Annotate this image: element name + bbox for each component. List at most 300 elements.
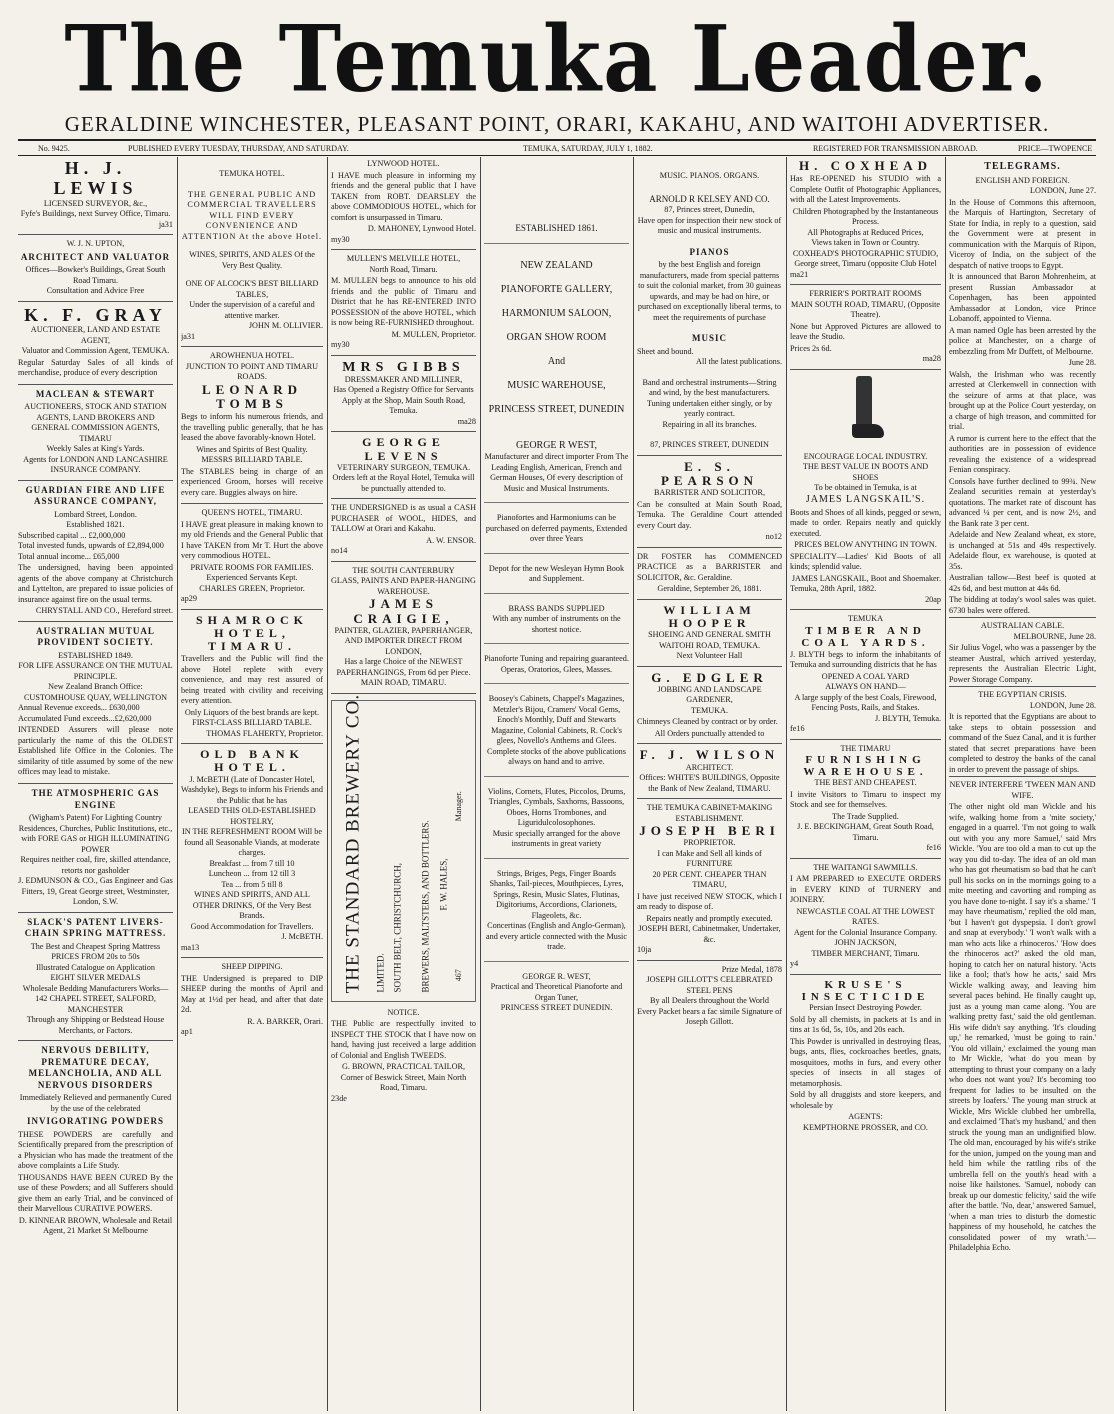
advert-text: THESE POWDERS are carefully and Scientifically prepared from the prescription of a Physician who has made the treatment of the above complaints a Life Study.: [18, 1129, 173, 1171]
advert-title: LYNWOOD HOTEL.: [367, 159, 440, 168]
advert-text: 142 CHAPEL STREET, SALFORD, MANCHESTER: [35, 994, 156, 1014]
advert-text: Through any Shipping or Bedstead House Merchants, or Factors.: [26, 1015, 165, 1035]
dateline-item: June 28.: [1068, 358, 1096, 368]
advert-title: GEORGE R WEST,: [515, 439, 597, 451]
advert-ref: my30: [331, 234, 350, 244]
advert-text: THE UNDERSIGNED is as usual a CASH PURCHASER of WOOL, HIDES, and TALLOW at Orari and Kakahu.: [331, 503, 476, 534]
advert-text: PRICES BELOW ANYTHING IN TOWN.: [794, 540, 937, 550]
advert-text: Tea ... from 5 till 8: [221, 879, 283, 889]
advert: [181, 508, 323, 610]
advert-text: Manufacturer and direct importer From The Leading English, American, French and German Houses, Of every description of Music and Musical Instruments.: [484, 452, 629, 493]
advert: [331, 1008, 476, 1109]
advert-heading: ARNOLD R KELSEY AND CO.: [649, 193, 770, 204]
advert-title: F. J. WILSON: [639, 747, 780, 763]
advert-text: Wholesale Bedding Manufacturers Works—: [22, 983, 169, 993]
subheading: ENGLISH AND FOREIGN.: [975, 175, 1070, 185]
advert-title: MUSIC. PIANOS. ORGANS.: [659, 171, 760, 180]
advert-title: MACLEAN & STEWART: [35, 388, 156, 399]
advert-text: JAMES LANGSKAIL, Boot and Shoemaker.: [791, 573, 941, 583]
advert-text: North Road, Timaru.: [369, 264, 438, 274]
advert-text: The Trade Supplied.: [832, 811, 899, 821]
advert-ref: 23de: [331, 1093, 347, 1103]
column-5: [637, 159, 782, 1411]
advert-title: FERRIER'S PORTRAIT ROOMS: [809, 289, 922, 299]
advert-text: Total annual income... £65,000: [18, 551, 120, 561]
advert-text: PRINCESS STREET, DUNEDIN: [488, 403, 625, 415]
advert-text: Pianoforte Tuning and repairing guaranteed. Operas, Oratorios, Glees, Masses.: [484, 654, 629, 684]
advert-title: NOTICE.: [387, 1007, 420, 1017]
advert-text: PAINTER, GLAZIER, PAPERHANGER, AND IMPORTER DIRECT FROM LONDON,: [334, 625, 473, 656]
advert: [637, 803, 782, 961]
advert-text: Subscribed capital ... £2,000,000: [18, 530, 126, 540]
advert-text: Illustrated Catalogue on Application: [36, 962, 155, 972]
advert: [18, 239, 173, 302]
advert-text: J. BLYTH, Temuka.: [875, 713, 941, 723]
advert-text: J. EDMUNSON & CO., Gas Engineer and Gas Fitters, 19, Great George street, Westminster, London, S.W.: [18, 876, 173, 907]
news-paragraph: A rumor is current here to the effect that the authorities are in possession of evidence revealing the existence of a widespread Fenian conspiracy.: [949, 433, 1096, 475]
advert-text: Requires neither coal, fire, skilled attendance, retorts nor gasholder: [20, 855, 171, 875]
advert: [790, 289, 941, 370]
advert-text: A. W. ENSOR.: [426, 535, 476, 545]
advert-text: R. A. BARKER, Orari.: [247, 1016, 323, 1026]
column-7-telegrams: [949, 159, 1096, 1411]
advert-text: TEMUKA: [847, 614, 884, 624]
advert-text: And: [547, 355, 566, 367]
advert-text: I HAVE much pleasure in informing my friends and the general public that I have TAKEN from ROBT. DEARSLEY the above COMMODIOUS HOTEL, which for comfort is unsurpassed in Timaru.: [331, 170, 476, 222]
advert-title: SHAMROCK HOTEL, TIMARU.: [196, 612, 308, 653]
brewery-advert: [331, 693, 476, 1002]
advert-text: This Powder is unrivalled in destroying fleas, bugs, ants, flies, cockroaches beetles, gnats, mosquitoes, moths in furs, and every other species of insects in all stages of metamorphosis.: [790, 1036, 941, 1088]
advert-title: TIMBER AND COAL YARDS.: [801, 624, 930, 649]
advert-text: G. BROWN, PRACTICAL TAILOR, Corner of Beswick Street, Main North Road, Timaru.: [340, 1062, 467, 1093]
dateline-item: LONDON, June 27.: [1030, 186, 1096, 196]
advert-text: PIANOFORTE GALLERY,: [500, 283, 613, 295]
advert-text: Offices—Bowker's Buildings, Great South Road Timaru.: [25, 265, 166, 285]
advert: [331, 159, 476, 250]
advert-text: AGENTS:: [848, 1112, 883, 1122]
advert-text: Band and orchestral instruments—String and wind, by the best manufacturers.: [642, 377, 777, 398]
advert-text: Consultation and Advice Free: [46, 286, 145, 296]
advert-heading: JAMES CRAIGIE,: [353, 596, 454, 626]
advert-text: FOR LIFE ASSURANCE ON THE MUTUAL PRINCIPLE.: [18, 661, 173, 681]
advert-text: Views taken in Town or Country.: [811, 238, 920, 248]
advert-text: Has RE-OPENED his STUDIO with a Complete Outfit of Photographic Appliances, with all the Latest Improvements.: [790, 174, 941, 205]
brewery-text: SOUTH BELT, CHRISTCHURCH,: [392, 863, 403, 993]
advert-text: Travellers and the Public will find the above Hotel replete with every convenience, and may rest assured of being treated with civility and receiving every attention.: [181, 654, 323, 706]
advert-text: Under the supervision of a careful and attentive marker.: [189, 300, 315, 320]
advert: [181, 614, 323, 745]
advert-text: Agent for the Colonial Insurance Company.: [793, 927, 938, 937]
advert-title: QUEEN'S HOTEL, TIMARU.: [201, 508, 303, 518]
issue-number: No. 9425.: [38, 144, 70, 153]
advert-title: AUSTRALIAN MUTUAL PROVIDENT SOCIETY.: [36, 625, 155, 648]
column-2: [181, 159, 323, 1411]
advert: [637, 171, 782, 456]
advert-ref: ap1: [181, 1027, 193, 1037]
advert-text: Can be consulted at Main South Road, Temuka. The Geraldine Court attended every Court day.: [637, 499, 782, 530]
advert: [484, 787, 629, 859]
advert-text: COXHEAD'S PHOTOGRAPHIC STUDIO,: [792, 248, 939, 258]
advert-text: Breakfast ... from 7 till 10: [209, 858, 295, 868]
advert-text: BARRISTER AND SOLICITOR,: [653, 488, 766, 498]
advert-text: THE GENERAL PUBLIC AND COMMERCIAL TRAVELLERS WILL FIND EVERY CONVENIENCE AND ATTENTION At the above Hotel.: [181, 189, 323, 241]
advert-ref: no12: [765, 532, 782, 542]
advert-text: Established 1821.: [66, 520, 125, 530]
column-1: [18, 159, 173, 1411]
news-paragraph: Walsh, the Irishman who was recently arrested at Clerkenwell in connection with the seizure of arms at that place, was brought up at the Police Court yesterday, on a charge of high treason, and committed for trial.: [949, 369, 1096, 432]
advert: [18, 485, 173, 622]
advert: [331, 503, 476, 562]
advert: [18, 1045, 173, 1241]
advert-title: BRASS BANDS SUPPLIED: [508, 603, 605, 613]
advert-text: 20 PER CENT. CHEAPER THAN TIMARU,: [652, 869, 767, 890]
advert-title: GEORGE LEVENS: [362, 435, 445, 463]
advert-heading: MUSIC: [691, 333, 727, 344]
advert: [637, 460, 782, 548]
advert-ref: ja31: [181, 331, 196, 341]
advert-title: THE TEMUKA CABINET-MAKING ESTABLISHMENT.: [646, 803, 773, 823]
advert-text: The undersigned, having been appointed agents of the above company at Christchurch and Lyttelton, are prepared to issue policies of insurance against fire on the usual terms.: [18, 563, 173, 604]
advert-text: MAIN ROAD, TIMARU.: [360, 678, 447, 688]
news-paragraph: Australian tallow—Best beef is quoted at 42s 6d, and best mutton at 44s 6d.: [949, 573, 1096, 593]
advert: [181, 351, 323, 504]
masthead-subtitle: GERALDINE WINCHESTER, PLEASANT POINT, ORARI, KAKAHU, AND WAITOHI ADVERTISER.: [64, 112, 1050, 136]
advert-text: I HAVE great pleasure in making known to my old Friends and the General Public that I have TAKEN from Mr T. Hurt the above very commodious HOTEL.: [181, 519, 323, 561]
advert-text: Concertinas (English and Anglo-German), and every article connected with the Music trade.: [486, 921, 627, 952]
advert: [18, 788, 173, 913]
advert-text: THOUSANDS HAVE BEEN CURED By the use of these Powders; and all Sufferers should give them an early Trial, and be convinced of their Marvellous CURATIVE POWERS.: [18, 1172, 173, 1214]
advert-text: Next Volunteer Hall: [676, 651, 743, 661]
advert-text: MAIN SOUTH ROAD, TIMARU, (Opposite Theatre).: [790, 299, 941, 320]
advert: [637, 604, 782, 667]
brewery-text: F. W. HALES,: [438, 858, 449, 911]
advert-text: Children Photographed by the Instantaneous Process.: [792, 206, 939, 227]
advert-text: Sold by all druggists and store keepers, and wholesale by: [790, 1090, 941, 1110]
advert-ref: ma28: [457, 416, 476, 426]
advert-heading: JOSEPH BERI: [639, 823, 780, 839]
dateline-item: MELBOURNE, June 28.: [1013, 631, 1096, 641]
column-6: [790, 159, 941, 1411]
advert-text: Good Accommodation for Travellers.: [190, 921, 314, 931]
advert-title: ENCOURAGE LOCAL INDUSTRY.: [803, 451, 928, 461]
advert-text: (Wigham's Patent) For Lighting Country Residences, Churches, Public Institutions, etc., with FORE GAS or HIGH ILLUMINATING POWER: [18, 813, 173, 854]
advert-text: Begs to inform his numerous friends, and the travelling public generally, that he has leased the above favorably-known Hotel.: [181, 412, 323, 443]
advert: [637, 671, 782, 745]
advert: [331, 566, 476, 694]
news-paragraph: Consols have further declined to 99¾. New Zealand securities remain at yesterday's quotations. The market rate of discount has advanced ¼ per cent, and is now 2½, and the Bank rate 3 per cent.: [949, 476, 1096, 528]
advert-text: JUNCTION TO POINT AND TIMARU ROADS.: [185, 361, 319, 381]
advert: [181, 748, 323, 958]
advert: [790, 376, 941, 610]
advert-text: Pianofortes and Harmoniums can be purchased on deferred payments, Extended over three Years: [484, 513, 629, 554]
advert-text: Repairs neatly and promptly executed.: [646, 913, 773, 923]
advert-heading: PIANOS: [689, 246, 730, 257]
advert: [181, 169, 323, 347]
advert-text: EIGHT SILVER MEDALS: [50, 973, 141, 983]
advert-text: JOBBING AND LANDSCAPE GARDENER,: [657, 684, 762, 705]
advert-title: THE ATMOSPHERIC GAS ENGINE: [31, 787, 160, 810]
advert-text: J. McBETH.: [281, 932, 323, 942]
advert-title: NERVOUS DEBILITY, PREMATURE DECAY, MELANCHOLIA, AND ALL NERVOUS DISORDERS: [28, 1045, 163, 1090]
advert: [790, 979, 941, 1137]
advert: [637, 748, 782, 799]
advert-text: Luncheon ... from 12 till 3: [208, 869, 296, 879]
advert-text: ORGAN SHOW ROOM: [506, 331, 607, 343]
advert-text: LEASED THIS OLD-ESTABLISHED HOSTELRY,: [188, 806, 316, 826]
advert: [790, 614, 941, 740]
advert-ref: y4: [790, 959, 799, 969]
advert-title: E. S. PEARSON: [660, 458, 759, 488]
advert-text: Sold by all chemists, in packets at 1s and in tins at 1s 6d, 5s, 10s, and 20s each.: [790, 1014, 941, 1035]
advert: [331, 436, 476, 499]
advert-text: MESSRS BILLIARD TABLE.: [201, 455, 303, 465]
advert-text: None but Approved Pictures are allowed to leave the Studio.: [790, 321, 941, 342]
advert-ref: fe16: [926, 843, 941, 853]
advert-text: Orders left at the Royal Hotel, Temuka will be punctually attended to.: [332, 473, 475, 493]
advert-title: H. COXHEAD: [798, 159, 933, 173]
advert-text: TIMBER MERCHANT, Timaru.: [811, 948, 920, 958]
advert-heading: STEEL PENS: [686, 985, 733, 995]
advert-text: HARMONIUM SALOON,: [501, 307, 612, 319]
advert-text: SHOEING AND GENERAL SMITH: [648, 630, 771, 640]
advert-text: To be obtained in Temuka, is at: [814, 483, 917, 493]
advert-ref: ja31: [158, 219, 173, 229]
advert: [18, 917, 173, 1042]
news-paragraph: Adelaide and New Zealand wheat, ex store, is unchanged at 51s and 49s respectively. Adelaide flour, ex warehouse, is quoted at 35s.: [949, 530, 1096, 571]
advert: [18, 159, 173, 235]
advert: [637, 552, 782, 600]
advert-title: AROWHENUA HOTEL.: [209, 351, 295, 360]
advert-text: PRICES FROM 20s to 50s: [51, 952, 140, 962]
advert-text: CHARLES GREEN, Proprietor.: [199, 583, 305, 593]
advert-text: Tuning undertaken either singly, or by yearly contract.: [646, 398, 773, 419]
advert-text: Agents for LONDON AND LANCASHIRE INSURANCE COMPANY.: [23, 454, 168, 475]
advert-text: Practical and Theoretical Pianoforte and Organ Tuner,: [490, 982, 623, 1002]
advert-heading: JAMES LANGSKAIL'S.: [805, 493, 926, 505]
issue-date: TEMUKA, SATURDAY, JULY 1, 1882.: [523, 144, 653, 153]
column-rule: [945, 157, 946, 1411]
advert-text: J. E. BECKINGHAM, Great South Road, Timaru.: [797, 822, 934, 842]
advert-text: GLASS, PAINTS AND PAPER-HANGING WAREHOUSE.: [331, 576, 476, 596]
advert: [18, 306, 173, 385]
advert-text: Offices: WHITE'S BUILDINGS, Opposite the Bank of New Zealand, TIMARU.: [639, 773, 780, 793]
advert-ref: 10ja: [637, 945, 652, 955]
advert-title: SHEEP DIPPING.: [221, 962, 283, 972]
advert-text: TEMUKA.: [690, 705, 729, 715]
advert-text: SPECIALITY—Ladies' Kid Boots of all kinds; splendid value.: [790, 551, 941, 572]
advert-title: MULLEN'S MELVILLE HOTEL,: [346, 254, 461, 263]
column-rule: [327, 157, 328, 1411]
boot-icon: [846, 376, 886, 446]
advert-text: Lombard Street, London.: [54, 509, 137, 519]
advert-text: DRESSMAKER AND MILLINER,: [344, 374, 463, 384]
advert-text: New Zealand Branch Office: CUSTOMHOUSE QUAY, WELLINGTON: [23, 682, 168, 702]
advert-text: Has a large Choice of the NEWEST PAPERHANGINGS, From 6d per Piece.: [336, 657, 471, 677]
advert-ref: ma28: [922, 354, 941, 364]
advert-text: AUCTIONEERS, STOCK AND STATION AGENTS, LAND BROKERS AND GENERAL COMMISSION AGENTS, TIMARU: [24, 402, 167, 443]
advert-text: THOMAS FLAHERTY, Proprietor.: [206, 728, 323, 738]
advert-title: OLD BANK HOTEL.: [200, 747, 304, 775]
brewery-text: BREWERS, MALTSTERS, AND BOTTLERS.: [420, 820, 431, 993]
advert-text: I can Make and Sell all kinds of FURNITURE: [657, 848, 762, 869]
advert-text: ESTABLISHED 1849.: [58, 650, 133, 660]
dateline-rule: [18, 155, 1096, 156]
advert-text: D. MAHONEY, Lynwood Hotel.: [367, 224, 476, 233]
advert-text: THE BEST VALUE IN BOOTS AND SHOES: [802, 462, 929, 482]
advert: [484, 440, 629, 504]
advert-text: The Best and Cheapest Spring Mattress: [30, 941, 161, 951]
advert-text: By all Dealers throughout the World: [649, 996, 770, 1006]
advert-text: THE BEST AND CHEAPEST.: [814, 778, 917, 788]
advert-text: 87, PRINCES STREET, DUNEDIN: [650, 440, 769, 450]
advert: [331, 254, 476, 356]
advert-text: All Photographs at Reduced Prices,: [807, 227, 924, 237]
advert-heading: ARCHITECT AND VALUATOR: [20, 251, 171, 262]
advert-ref: ma21: [790, 269, 809, 279]
advert-text: PRIVATE ROOMS FOR FAMILIES. Experienced Servants Kept.: [190, 562, 314, 583]
advert: [18, 389, 173, 481]
advert-title: G. EDGLER: [651, 669, 768, 685]
advert: [484, 972, 629, 1022]
advert-text: Wines and Spirits of Best Quality.: [196, 444, 308, 454]
news-paragraph: The bidding at today's wool sales was quiet. 6730 bales were offered.: [949, 595, 1096, 615]
dateline-item: LONDON, June 28.: [1030, 700, 1096, 710]
advert-title: GUARDIAN FIRE AND LIFE ASSURANCE COMPANY,: [25, 484, 166, 507]
advert-text: I have just received NEW STOCK, which I am ready to dispose of.: [637, 891, 782, 912]
advert-ref: no14: [331, 546, 348, 556]
advert-text: Persian Insect Destroying Powder.: [809, 1003, 922, 1013]
advert-ref: ap29: [181, 594, 197, 604]
advert-title: WILLIAM HOOPER: [663, 602, 756, 630]
advert: [790, 863, 941, 975]
news-paragraph: It is announced that Baron Mohrenheim, at present Russian Ambassador at Copenhagen, has been appointed Ambassador at London, vice Prince Lobanoff, appointed to Vienna.: [949, 272, 1096, 324]
advert-text: JOSEPH BERI, Cabinetmaker, Undertaker, &c.: [638, 924, 781, 944]
advert-ref: fe16: [790, 724, 805, 734]
masthead-title: The Temuka Leader.: [64, 4, 1050, 112]
advert-heading: LEONARD TOMBS: [201, 381, 302, 411]
advert-text: WAITOHI ROAD, TEMUKA.: [658, 640, 761, 650]
advert-text: by the best English and foreign manufacturers, made from special patterns to suit the colonial market, from 30 guineas upwards, and may be had on hire, or purchased on exceptionally liberal terms, to meet the requirements of purchase: [637, 260, 782, 322]
advert-text: Total invested funds, upwards of £2,894,000: [18, 541, 164, 551]
advert-title: SLACK'S PATENT LIVERS-CHAIN SPRING MATTRESS.: [24, 916, 167, 939]
registration-note: REGISTERED FOR TRANSMISSION ABROAD.: [813, 144, 978, 153]
advert-title: H. J. LEWIS: [53, 159, 138, 198]
advert-text: Prices 2s 6d.: [790, 343, 832, 353]
advert-text: All Orders punctually attended to: [654, 728, 765, 738]
advert-text: LICENSED SURVEYOR, &c.,: [43, 198, 148, 208]
advert-text: Geraldine, September 26, 1881.: [657, 584, 762, 594]
advert-ref: 20ap: [925, 594, 941, 604]
advert-text: Regular Saturday Sales of all kinds of merchandise, produce of every description: [18, 357, 173, 378]
advert: [790, 744, 941, 859]
advert-text: WINES AND SPIRITS, AND ALL OTHER DRINKS, Of the Very Best Brands.: [192, 890, 312, 921]
advert-text: NEW ZEALAND: [520, 259, 593, 271]
dateline: [18, 141, 1096, 155]
advert-text: ARCHITECT.: [685, 762, 734, 772]
news-paragraph: Sir Julius Vogel, who was a passenger by the steamer Austral, which arrived yesterday, represents the Australian Electric Light, Power Storage Company.: [949, 643, 1096, 684]
advert-text: Chimneys Cleaned by contract or by order.: [637, 717, 778, 727]
advert-text: Have open for inspection their new stock of music and musical instruments.: [637, 215, 782, 236]
advert-text: Boosey's Cabinets, Chappel's Magazines, Metzler's Bijou, Cramers' Vocal Gems, Enoch's Monthly, Duff and Stewarts Magazine, Colonial Cabinets, R. Cock's glees, Novello's Anthems and Glees. Complete stocks of the above publications always on hand and to arrive.: [484, 694, 629, 777]
advert-text: Only Liquors of the best brands are kept.: [184, 707, 320, 717]
advert-text: MUSIC WAREHOUSE,: [507, 379, 606, 391]
advert-text: Immediately Relieved and permanently Cured by the use of the celebrated: [19, 1093, 172, 1113]
brewery-title: THE STANDARD BREWERY CO.: [342, 693, 364, 993]
column-rule: [786, 157, 787, 1411]
news-paragraph: The other night old man Wickle and his wife, walking home from a 'mite society,' engaged in a quarrel. 'I'm not going to walk out with you any more Samuel,' said Mrs Wickle. 'You are too old a man to cut up the way you did to-day. The idea of an old man who has got rheumatism so bad that he can't pull his socks on in the mornings going to a mite meeting and cavorting and romping as you have done to-night. I say it's a shame.' 'I may have rheumatism,' replied the old man, 'but I haven't got dyspepsia. I don't growl and snap at everybody.' 'I won't walk with a man who acts like a rhinoceros.' 'How does the rhinoceros act?' asked the old man, hoping to catch her on natural history. 'Acts like a fool; that's how he acts,' said Mrs Wickle walking away, and leaving him several paces behind. He finally caught up, just as a young man came along. 'You are walking pretty fast,' said the old gentleman. His wife didn't say anything. 'It's clouding up,' he remarked, 'must be going to rain.' 'You old villain,' exclaimed the young man to Mr Wickle, 'what do you mean by attempting to thrust your company on a lady who does not want you? It's becoming too frequent for ladies to be insulted on the streets by loafers.' The young man struck at Wickle, Mrs Wickle clubbed her umbrella, and exclaimed 'That's my husband,' and then struck the young man an undignified blow. The old man, encouraged by his wife's strike for the union, jumped on the young man and held him while the rattling ribs of the umbrella fell on the youth's head with a noise like hailstones. 'Samuel, nobody can break up our domestic felicity,' said the wife after the battle. 'No, dear,' answered Samuel, 'when a man tries to disturb the domestic happiness of my household, he catches the consolidated power of my wrath.'—Philadelphia Echo.: [949, 802, 1096, 1253]
advert-text: Has Opened a Registry Office for Servants: [333, 385, 474, 395]
music-warehouse-advert: [484, 254, 629, 430]
advert-text: Violins, Cornets, Flutes, Piccolos, Drums, Triangles, Cymbals, Saxhorns, Bassoons, Oboes, Horns Trombones, and Liguridulcolosophones.: [487, 786, 626, 828]
advert: [331, 360, 476, 433]
advert-title: W. J. N. UPTON,: [66, 239, 125, 249]
advert-text: IN THE REFRESHMENT ROOM Will be found all Seasonable Viands, at moderate charges.: [181, 827, 322, 858]
advert: [18, 626, 173, 784]
advert-text: VETERINARY SURGEON, TEMUKA.: [336, 462, 471, 472]
advert-title: MRS GIBBS: [342, 359, 465, 375]
advert-text: Temuka, 28th April, 1882.: [790, 584, 877, 594]
advert-text: J. McBETH (Late of Doncaster Hotel, Washdyke), Begs to inform his Friends and the Public that he has: [181, 774, 323, 805]
advert-text: The STABLES being in charge of an experienced Groom, horses will receive every care. Buggies always on hire.: [181, 466, 323, 497]
advert-text: THE Public are respectfully invited to INSPECT THE STOCK that I have now on hand, having just received a large addition of Colonial and English TWEEDS.: [331, 1019, 476, 1060]
news-paragraph: In the House of Commons this afternoon, the Marquis of Hartington, Secretary of State for India, in reply to a question, said the Government were at present in communication with the Marquis of Ripon, Viceroy of India, on the subject of the despatch of native troops to Egypt.: [949, 197, 1096, 270]
advert-text: I invite Visitors to Timaru to inspect my Stock and see for themselves.: [790, 789, 941, 810]
advert: [484, 604, 629, 645]
advert-text: WINES, SPIRITS, AND ALES Of the Very Best Quality.: [189, 250, 315, 270]
advert-heading: INVIGORATING POWDERS: [26, 1116, 165, 1127]
advert-text: Repairing in all its branches.: [662, 419, 757, 429]
advert-text: D. KINNEAR BROWN, Wholesale and Retail Agent, 21 Market St Melbourne: [18, 1215, 173, 1236]
news-paragraph: It is reported that the Egyptians are about to take steps to obtain possession and command of the Suez Canal, and it is further stated that secret preparations have been completed to destroy the banks of the canal in order to prevent the passage of ships.: [949, 712, 1096, 774]
advert-text: 87, Princes street, Dunedin,: [664, 205, 755, 215]
publication-schedule: PUBLISHED EVERY TUESDAY, THURSDAY, AND SATURDAY.: [128, 144, 349, 153]
advert-text: KEMPTHORNE PROSSER, and CO.: [803, 1122, 928, 1132]
brewery-ref: 467: [453, 968, 463, 981]
advert-text: With any number of instruments on the shortest notice.: [492, 614, 621, 634]
advert-text: JOHN M. OLLIVIER.: [248, 321, 323, 330]
advert-text: I AM PREPARED to EXECUTE ORDERS in EVERY KIND of TURNERY and JOINERY.: [790, 874, 941, 905]
advert-title: THE SOUTH CANTERBURY: [352, 565, 455, 575]
advert-text: All the latest publications.: [696, 357, 782, 367]
advert-text: Depot for the new Wesleyan Hymn Book and Supplement.: [484, 564, 629, 594]
advert-text: PROPRIETOR.: [683, 838, 736, 848]
advert-text: DR FOSTER has COMMENCED PRACTICE as a BARRISTER and SOLICITOR, &c. Geraldine.: [637, 551, 782, 582]
advert-text: Music specially arranged for the above instruments in great variety: [492, 828, 621, 849]
advert-text: THE Undersigned is prepared to DIP SHEEP during the months of April and May at 1½d per head, and after that date 2d.: [181, 973, 323, 1015]
advert-title: JOSEPH GILLOTT'S CELEBRATED: [646, 975, 773, 985]
advert-text: THE TIMARU: [840, 743, 891, 753]
advert-text: NEWCASTLE COAL AT THE LOWEST RATES.: [796, 906, 935, 927]
subheading: NEVER INTERFERE 'TWEEN MAN AND WIFE.: [949, 776, 1096, 801]
advert-text: ALWAYS ON HAND—: [825, 682, 906, 692]
advert-text: Accumulated Fund exceeds...£2,620,000: [18, 713, 152, 723]
news-paragraph: A man named Ogle has been arrested by the police at Manchester, on a charge of embezzling from Mr Duffett, of Melbourne.: [949, 325, 1096, 356]
advert-title: KRUSE'S INSECTICIDE: [801, 978, 930, 1004]
advert-text: A large supply of the best Coals, Firewood, Fencing Posts, Rails, and Stakes.: [794, 692, 937, 713]
advert-title: THE WAITANGI SAWMILLS.: [813, 862, 918, 872]
advert-text: JOHN JACKSON,: [834, 938, 897, 948]
advert-title: FURNISHING WAREHOUSE.: [803, 754, 928, 779]
advert-text: George street, Timaru (opposite Club Hotel: [794, 259, 937, 269]
advert-text: M. MULLEN begs to announce to his old friends and the public of Timaru and District that he has RE-ENTERED INTO POSSESSION of the above HOTEL, which is now being RE-FURNISHED throughout.: [331, 276, 476, 327]
advert-text: PRINCESS STREET DUNEDIN.: [500, 1003, 613, 1013]
advert: [181, 962, 323, 1042]
advert-text: Annual Revenue exceeds... £630,000: [18, 703, 140, 713]
advert-title: GEORGE R. WEST,: [522, 971, 591, 981]
column-rule: [480, 157, 481, 1411]
advert: [484, 869, 629, 962]
advert-text: J. BLYTH begs to inform the inhabitants of Temuka and surrounding districts that he has: [790, 649, 941, 670]
